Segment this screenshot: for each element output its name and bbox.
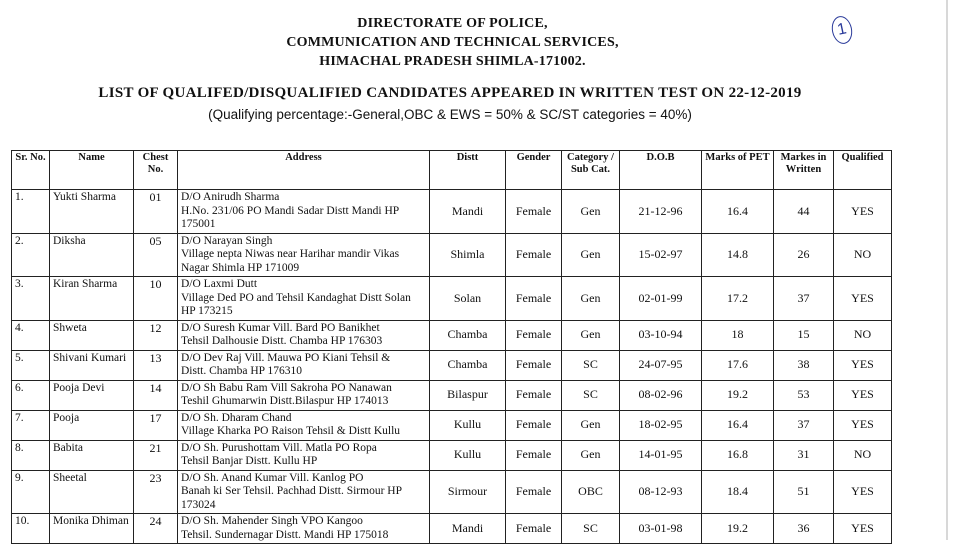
address-line-1: D/O Anirudh Sharma — [181, 191, 280, 203]
cell-qualified: YES — [834, 514, 892, 544]
cell-chest-no: 23 — [134, 470, 178, 514]
cell-qualified: YES — [834, 470, 892, 514]
cell-marks-written: 36 — [774, 514, 834, 544]
address-line-1: D/O Sh. Purushottam Vill. Matla PO Ropa — [181, 441, 377, 454]
cell-sr-no: 3. — [12, 277, 50, 321]
cell-dob: 08-02-96 — [620, 380, 702, 410]
cell-dob: 21-12-96 — [620, 190, 702, 234]
address-line-2: Distt. Chamba HP 176310 — [181, 365, 302, 377]
address-line-2: Teshil Ghumarwin Distt.Bilaspur HP 174013 — [181, 395, 389, 407]
cell-category: Gen — [562, 320, 620, 350]
cell-marks-written: 37 — [774, 277, 834, 321]
address-line-1: D/O Narayan Singh — [181, 234, 273, 247]
col-dob: D.O.B — [620, 151, 702, 190]
cell-dob: 03-10-94 — [620, 320, 702, 350]
cell-sr-no: 1. — [12, 190, 50, 234]
cell-address — [178, 350, 430, 380]
cell-name: Shweta — [50, 320, 134, 350]
scan-edge — [946, 0, 948, 540]
cell-qualified: NO — [834, 233, 892, 277]
cell-distt: Kullu — [430, 410, 506, 440]
cell-marks-pet: 18.4 — [702, 470, 774, 514]
cell-chest-no: 14 — [134, 380, 178, 410]
address-line-2: Banah ki Ser Tehsil. Pachhad Distt. Sirmour HP 173024 — [181, 485, 402, 511]
cell-gender: Female — [506, 350, 562, 380]
table-row — [12, 320, 892, 350]
cell-marks-written: 37 — [774, 410, 834, 440]
cell-marks-written: 53 — [774, 380, 834, 410]
cell-dob: 02-01-99 — [620, 277, 702, 321]
cell-dob: 08-12-93 — [620, 470, 702, 514]
cell-address — [178, 380, 430, 410]
cell-sr-no: 7. — [12, 410, 50, 440]
cell-sr-no: 4. — [12, 320, 50, 350]
cell-sr-no: 9. — [12, 470, 50, 514]
address-line-2: Tehsil Banjar Distt. Kullu HP — [181, 455, 318, 467]
qualifying-percentage-note: (Qualifying percentage:-General,OBC & EWS = 50% & SC/ST categories = 40%) — [208, 107, 692, 122]
cell-marks-written: 15 — [774, 320, 834, 350]
table-row — [12, 514, 892, 544]
cell-distt: Sirmour — [430, 470, 506, 514]
cell-qualified: YES — [834, 380, 892, 410]
cell-chest-no: 01 — [134, 190, 178, 234]
col-gender: Gender — [506, 151, 562, 190]
cell-marks-written: 31 — [774, 440, 834, 470]
cell-marks-pet: 18 — [702, 320, 774, 350]
list-title: LIST OF QUALIFED/DISQUALIFIED CANDIDATES APPEARED IN WRITTEN TEST ON 22-12-2019 — [98, 85, 802, 101]
cell-distt: Shimla — [430, 233, 506, 277]
cell-dob: 24-07-95 — [620, 350, 702, 380]
table-row — [12, 350, 892, 380]
cell-category: Gen — [562, 410, 620, 440]
cell-name: Sheetal — [50, 470, 134, 514]
cell-distt: Chamba — [430, 320, 506, 350]
table-header-row — [12, 151, 892, 190]
col-sr-no: Sr. No. — [12, 151, 50, 190]
cell-qualified: NO — [834, 440, 892, 470]
cell-marks-written: 38 — [774, 350, 834, 380]
cell-name: Diksha — [50, 233, 134, 277]
cell-sr-no: 5. — [12, 350, 50, 380]
cell-chest-no: 05 — [134, 233, 178, 277]
cell-name: Kiran Sharma — [50, 277, 134, 321]
handwritten-page-number: 1 — [829, 14, 854, 46]
col-category: Category / Sub Cat. — [562, 151, 620, 190]
cell-dob: 14-01-95 — [620, 440, 702, 470]
cell-category: Gen — [562, 277, 620, 321]
cell-qualified: YES — [834, 410, 892, 440]
cell-marks-pet: 16.8 — [702, 440, 774, 470]
candidates-table — [11, 150, 892, 544]
cell-marks-written: 44 — [774, 190, 834, 234]
cell-name: Babita — [50, 440, 134, 470]
document-header — [0, 14, 905, 71]
cell-marks-pet: 19.2 — [702, 380, 774, 410]
cell-distt: Kullu — [430, 440, 506, 470]
cell-qualified: NO — [834, 320, 892, 350]
cell-gender: Female — [506, 233, 562, 277]
table-row — [12, 410, 892, 440]
org-name-line-2: COMMUNICATION AND TECHNICAL SERVICES, — [286, 35, 619, 50]
address-line-2: Village Ded PO and Tehsil Kandaghat Distt Solan HP 173215 — [181, 291, 411, 317]
cell-category: Gen — [562, 190, 620, 234]
col-name: Name — [50, 151, 134, 190]
address-line-1: D/O Suresh Kumar Vill. Bard PO Banikhet — [181, 321, 380, 334]
cell-gender: Female — [506, 320, 562, 350]
cell-marks-pet: 16.4 — [702, 410, 774, 440]
cell-distt: Mandi — [430, 190, 506, 234]
cell-name: Yukti Sharma — [50, 190, 134, 234]
cell-gender: Female — [506, 470, 562, 514]
cell-address — [178, 514, 430, 544]
address-line-2: Tehsil. Sundernagar Distt. Mandi HP 175018 — [181, 528, 389, 541]
cell-address — [178, 277, 430, 321]
table-row — [12, 277, 892, 321]
cell-chest-no: 10 — [134, 277, 178, 321]
cell-marks-pet: 16.4 — [702, 190, 774, 234]
cell-category: Gen — [562, 440, 620, 470]
cell-address — [178, 233, 430, 277]
cell-qualified: YES — [834, 190, 892, 234]
org-address-line: HIMACHAL PRADESH SHIMLA-171002. — [319, 54, 586, 69]
cell-marks-written: 51 — [774, 470, 834, 514]
cell-address — [178, 410, 430, 440]
address-line-1: D/O Sh. Anand Kumar Vill. Kanlog PO — [181, 471, 364, 484]
address-line-1: D/O Laxmi Dutt — [181, 278, 258, 290]
address-line-1: D/O Dev Raj Vill. Mauwa PO Kiani Tehsil & — [181, 351, 391, 364]
address-line-1: D/O Sh. Mahender Singh VPO Kangoo — [181, 515, 363, 527]
cell-distt: Solan — [430, 277, 506, 321]
cell-category: Gen — [562, 233, 620, 277]
table-row — [12, 190, 892, 234]
cell-chest-no: 21 — [134, 440, 178, 470]
cell-qualified: YES — [834, 350, 892, 380]
cell-distt: Bilaspur — [430, 380, 506, 410]
cell-category: SC — [562, 514, 620, 544]
address-line-2: Village Kharka PO Raison Tehsil & Distt Kullu — [181, 425, 401, 437]
cell-gender: Female — [506, 190, 562, 234]
cell-distt: Chamba — [430, 350, 506, 380]
cell-address — [178, 440, 430, 470]
cell-marks-pet: 14.8 — [702, 233, 774, 277]
address-line-2: Tehsil Dalhousie Distt. Chamba HP 176303 — [181, 335, 383, 347]
address-line-1: D/O Sh. Dharam Chand — [181, 411, 292, 424]
cell-category: SC — [562, 350, 620, 380]
cell-chest-no: 17 — [134, 410, 178, 440]
cell-gender: Female — [506, 440, 562, 470]
cell-sr-no: 6. — [12, 380, 50, 410]
cell-chest-no: 24 — [134, 514, 178, 544]
table-row — [12, 440, 892, 470]
cell-qualified: YES — [834, 277, 892, 321]
cell-gender: Female — [506, 410, 562, 440]
table-row — [12, 233, 892, 277]
cell-sr-no: 8. — [12, 440, 50, 470]
cell-dob: 18-02-95 — [620, 410, 702, 440]
address-line-2: H.No. 231/06 PO Mandi Sadar Distt Mandi HP 175001 — [181, 204, 399, 230]
cell-marks-pet: 17.6 — [702, 350, 774, 380]
cell-gender: Female — [506, 380, 562, 410]
cell-dob: 03-01-98 — [620, 514, 702, 544]
org-name-line-1: DIRECTORATE OF POLICE, — [357, 16, 548, 31]
cell-marks-pet: 17.2 — [702, 277, 774, 321]
cell-name: Monika Dhiman — [50, 514, 134, 544]
cell-sr-no: 2. — [12, 233, 50, 277]
cell-category: OBC — [562, 470, 620, 514]
col-qualified: Qualified — [834, 151, 892, 190]
cell-marks-written: 26 — [774, 233, 834, 277]
cell-dob: 15-02-97 — [620, 233, 702, 277]
cell-chest-no: 13 — [134, 350, 178, 380]
table-row — [12, 380, 892, 410]
col-address: Address — [178, 151, 430, 190]
cell-gender: Female — [506, 514, 562, 544]
col-marks-pet: Marks of PET — [702, 151, 774, 190]
col-distt: Distt — [430, 151, 506, 190]
cell-gender: Female — [506, 277, 562, 321]
cell-chest-no: 12 — [134, 320, 178, 350]
table-row — [12, 470, 892, 514]
cell-address — [178, 470, 430, 514]
cell-name: Pooja Devi — [50, 380, 134, 410]
cell-category: SC — [562, 380, 620, 410]
cell-marks-pet: 19.2 — [702, 514, 774, 544]
address-line-2: Village nepta Niwas near Harihar mandir Vikas Nagar Shimla HP 171009 — [181, 248, 400, 274]
cell-sr-no: 10. — [12, 514, 50, 544]
cell-address — [178, 320, 430, 350]
cell-name: Shivani Kumari — [50, 350, 134, 380]
cell-distt: Mandi — [430, 514, 506, 544]
cell-address — [178, 190, 430, 234]
col-marks-written: Markes in Written — [774, 151, 834, 190]
cell-name: Pooja — [50, 410, 134, 440]
address-line-1: D/O Sh Babu Ram Vill Sakroha PO Nanawan — [181, 381, 392, 394]
col-chest-no: Chest No. — [134, 151, 178, 190]
